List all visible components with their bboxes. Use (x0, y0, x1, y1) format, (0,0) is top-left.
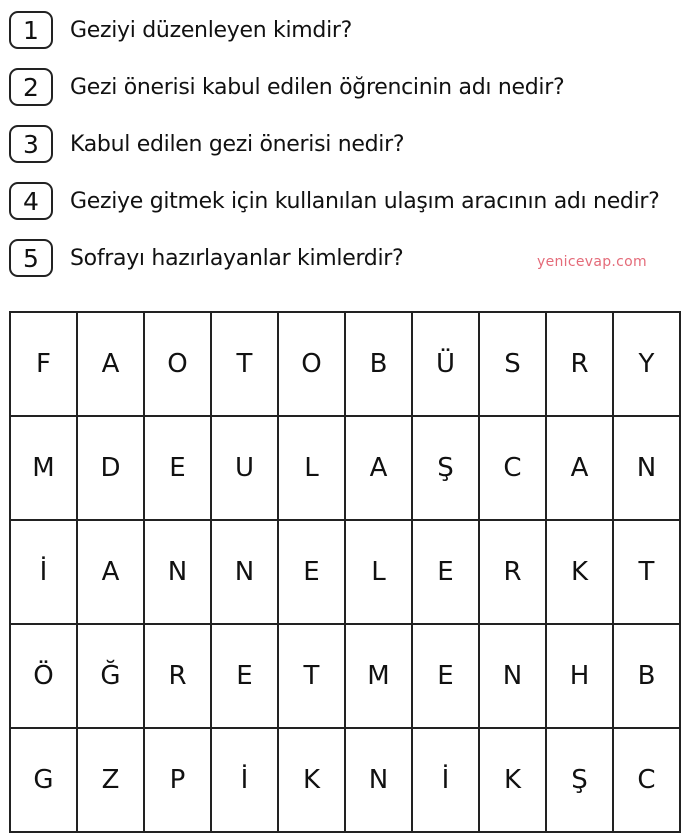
question-text: Gezi önerisi kabul edilen öğrencinin adı nedir? (70, 74, 565, 100)
question-text: Geziyi düzenleyen kimdir? (70, 17, 353, 43)
grid-cell[interactable]: Ş (412, 416, 479, 520)
question-number-badge: 4 (9, 182, 53, 220)
grid-cell[interactable]: A (546, 416, 613, 520)
grid-cell[interactable]: S (479, 312, 546, 416)
grid-cell[interactable]: B (613, 624, 680, 728)
grid-cell[interactable]: Ö (10, 624, 77, 728)
grid-cell[interactable]: R (546, 312, 613, 416)
grid-cell[interactable]: A (345, 416, 412, 520)
grid-row (10, 520, 680, 624)
word-search-grid-body (10, 312, 680, 832)
grid-cell[interactable]: A (77, 520, 144, 624)
grid-cell[interactable]: R (144, 624, 211, 728)
grid-cell[interactable]: D (77, 416, 144, 520)
grid-cell[interactable]: N (144, 520, 211, 624)
grid-cell[interactable]: R (479, 520, 546, 624)
grid-cell[interactable]: N (345, 728, 412, 832)
grid-cell[interactable]: U (211, 416, 278, 520)
question-number-badge: 2 (9, 68, 53, 106)
grid-cell[interactable]: M (345, 624, 412, 728)
grid-cell[interactable]: Ş (546, 728, 613, 832)
grid-cell[interactable]: T (278, 624, 345, 728)
watermark: yenicevap.com (537, 254, 647, 270)
question-text: Sofrayı hazırlayanlar kimlerdir? (70, 245, 404, 271)
grid-cell[interactable]: Y (613, 312, 680, 416)
grid-cell[interactable]: L (278, 416, 345, 520)
grid-cell[interactable]: A (77, 312, 144, 416)
question-item (9, 10, 684, 50)
grid-cell[interactable]: İ (10, 520, 77, 624)
grid-cell[interactable]: E (412, 520, 479, 624)
grid-cell[interactable]: Ü (412, 312, 479, 416)
grid-cell[interactable]: P (144, 728, 211, 832)
question-text: Geziye gitmek için kullanılan ulaşım aracının adı nedir? (70, 188, 660, 214)
grid-cell[interactable]: M (10, 416, 77, 520)
grid-cell[interactable]: Z (77, 728, 144, 832)
grid-cell[interactable]: E (412, 624, 479, 728)
question-number-badge: 3 (9, 125, 53, 163)
grid-cell[interactable]: N (211, 520, 278, 624)
grid-cell[interactable]: C (613, 728, 680, 832)
grid-row (10, 416, 680, 520)
grid-cell[interactable]: O (144, 312, 211, 416)
grid-cell[interactable]: N (613, 416, 680, 520)
question-item (9, 181, 684, 221)
grid-cell[interactable]: N (479, 624, 546, 728)
grid-cell[interactable]: K (278, 728, 345, 832)
grid-cell[interactable]: L (345, 520, 412, 624)
question-item (9, 67, 684, 107)
grid-cell[interactable]: O (278, 312, 345, 416)
grid-cell[interactable]: İ (412, 728, 479, 832)
grid-cell[interactable]: T (211, 312, 278, 416)
grid-row (10, 728, 680, 832)
question-text: Kabul edilen gezi önerisi nedir? (70, 131, 405, 157)
grid-cell[interactable]: H (546, 624, 613, 728)
grid-cell[interactable]: G (10, 728, 77, 832)
grid-cell[interactable]: E (278, 520, 345, 624)
grid-row (10, 312, 680, 416)
grid-cell[interactable]: B (345, 312, 412, 416)
grid-cell[interactable]: C (479, 416, 546, 520)
question-number-badge: 1 (9, 11, 53, 49)
question-number-badge: 5 (9, 239, 53, 277)
grid-cell[interactable]: Ğ (77, 624, 144, 728)
word-search-grid (9, 311, 681, 821)
grid-cell[interactable]: K (479, 728, 546, 832)
grid-cell[interactable]: F (10, 312, 77, 416)
grid-cell[interactable]: E (211, 624, 278, 728)
grid-cell[interactable]: K (546, 520, 613, 624)
grid-cell[interactable]: T (613, 520, 680, 624)
grid-cell[interactable]: İ (211, 728, 278, 832)
question-item (9, 124, 684, 164)
grid-row (10, 624, 680, 728)
grid-cell[interactable]: E (144, 416, 211, 520)
